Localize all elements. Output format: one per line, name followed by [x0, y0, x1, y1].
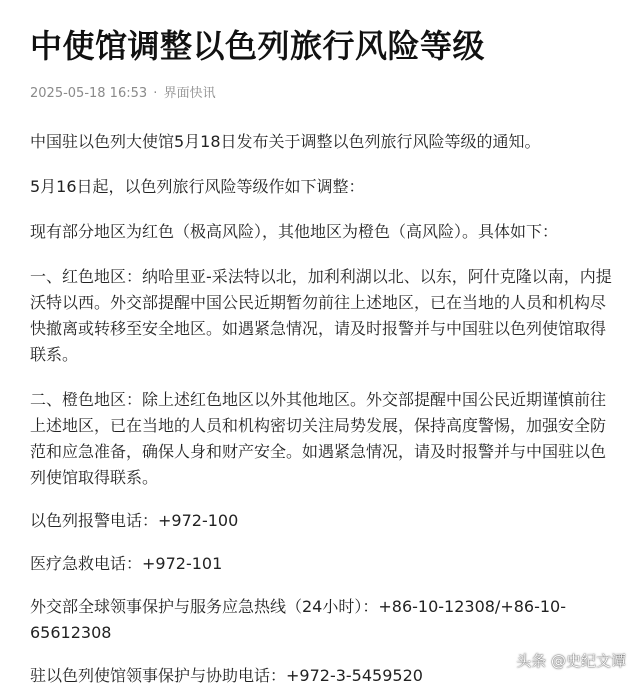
police-phone: 以色列报警电话：+972-100 — [30, 511, 239, 530]
meta-separator: · — [153, 86, 158, 101]
embassy-phone: 驻以色列使馆领事保护与协助电话：+972-3-5459520 — [30, 666, 423, 685]
article — [30, 0, 620, 689]
paragraph-orange-area: 二、橙色地区：除上述红色地区以外其他地区。外交部提醒中国公民近期谨慎前往上述地区，已在当地的人员和机构密切关注局势发展，保持高度警惕，加强安全防范和应急准备，确保人身和财产安全。如遇紧急情况，请及时报警并与中国驻以色列使馆取得联系。 — [30, 390, 607, 487]
medical-phone: 医疗急救电话：+972-101 — [30, 554, 223, 573]
publish-date: 2025-05-18 16:53 — [30, 86, 148, 101]
paragraph-red-area: 一、红色地区：纳哈里亚-采法特以北，加利利湖以北、以东，阿什克隆以南，内提沃特以西。外交部提醒中国公民近期暂勿前往上述地区，已在当地的人员和机构尽快撤离或转移至安全地区。如遇紧急情况，请及时报警并与中国驻以色列使馆取得联系。 — [30, 267, 612, 364]
consular-hotline: 外交部全球领事保护与服务应急热线（24小时）：+86-10-12308/+86-10-65612308 — [30, 597, 566, 642]
page-title: 中使馆调整以色列旅行风险等级 — [30, 27, 486, 65]
paragraph-levels: 现有部分地区为红色（极高风险），其他地区为橙色（高风险）。具体如下： — [30, 222, 559, 241]
watermark: 头条 @史纪文谭 — [516, 652, 626, 670]
paragraph-intro: 中国驻以色列大使馆5月18日发布关于调整以色列旅行风险等级的通知。 — [30, 132, 541, 151]
source-link[interactable]: 界面快讯 — [163, 86, 216, 101]
paragraph-date-adjust: 5月16日起，以色列旅行风险等级作如下调整： — [30, 177, 365, 196]
article-meta — [30, 85, 620, 103]
